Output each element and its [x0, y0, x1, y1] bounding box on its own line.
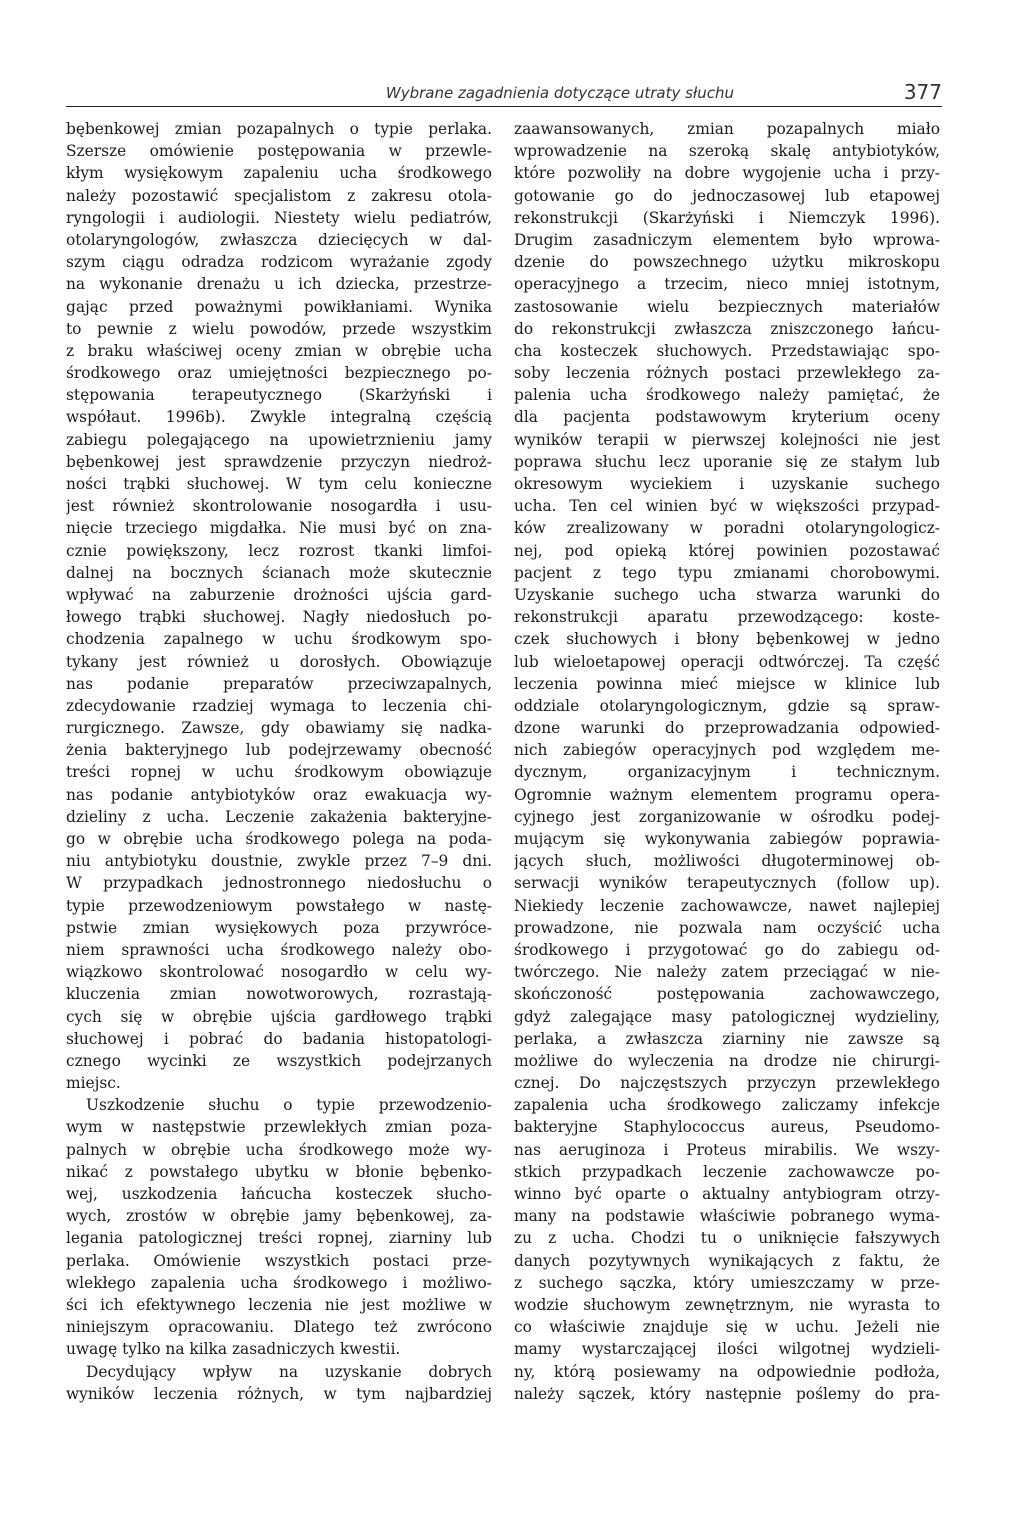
text-line: wyników leczenia różnych, w tym najbardziej	[66, 1384, 492, 1403]
text-line: Drugim zasadniczym elementem było wprowa-	[514, 230, 940, 249]
text-line: zastosowanie wielu bezpiecznych materiałów	[514, 297, 940, 316]
text-line: soby leczenia różnych postaci przewlekłego za-	[514, 364, 940, 383]
text-line: Uzyskanie suchego ucha stwarza warunki do	[514, 585, 940, 604]
text-line: wiązkowo skontrolować nosogardło w celu wy-	[66, 963, 492, 982]
text-line: gając przed poważnymi powikłaniami. Wynika	[66, 297, 492, 316]
text-line: go w obrębie ucha środkowego polega na poda-	[66, 830, 492, 848]
page-number: 377	[903, 80, 942, 104]
text-line: bakteryjne Staphylococcus aureus, Pseudomo-	[514, 1118, 940, 1137]
text-line: wlekłego zapalenia ucha środkowego i możliwo-	[66, 1273, 492, 1292]
text-line: wej, uszkodzenia łańcucha kosteczek słucho-	[66, 1185, 492, 1203]
text-line: to pewnie z wielu powodów, przede wszystkim	[66, 319, 492, 338]
text-line: twórczego. Nie należy zatem przeciągać w nie-	[514, 963, 940, 982]
text-line: nięcie trzeciego migdałka. Nie musi być on zna-	[66, 519, 492, 538]
text-line: łowego trąbki słuchowej. Nagły niedosłuch po-	[66, 608, 492, 627]
text-line: Niekiedy leczenie zachowawcze, nawet najlepiej	[514, 896, 940, 915]
text-line: ków zrealizowany w poradni otolaryngologicz-	[514, 519, 940, 538]
text-line: uwagę tylko na kilka zasadniczych kwestii.	[66, 1340, 401, 1359]
text-line: do rekonstrukcji zwłaszcza zniszczonego łańcu-	[514, 319, 940, 338]
text-line: miejsc.	[66, 1074, 121, 1093]
text-line: które pozwoliły na dobre wygojenie ucha i przy-	[514, 164, 940, 183]
text-line: ny, którą posiewamy na odpowiednie podłoża,	[514, 1362, 940, 1381]
text-line: z braku właściwej oceny zmian w obrębie ucha	[66, 341, 492, 360]
text-line: na wykonanie drenażu u ich dziecka, przestrze-	[66, 275, 492, 294]
left-text-column	[66, 118, 492, 1405]
text-line: stępowania terapeutycznego (Skarżyński i	[66, 386, 492, 405]
text-line: ucha. Ten cel winien być w większości przypad-	[514, 497, 940, 516]
text-line: rurgicznego. Zawsze, gdy obawiamy się nadka-	[66, 719, 492, 738]
text-line: danych pozytywnych wynikających z faktu, że	[514, 1251, 940, 1270]
text-line: mamy wystarczającej ilości wilgotnej wydzieli-	[514, 1340, 940, 1359]
text-line: szym ciągu odradza rodzicom wyrażanie zgody	[66, 253, 492, 272]
text-line: nas aeruginoza i Proteus mirabilis. We wszy-	[514, 1140, 940, 1159]
text-line: gotowanie go do jednoczasowej lub etapowej	[514, 186, 940, 205]
text-line: palenia ucha środkowego należy pamiętać, że	[514, 386, 940, 405]
text-line: dla pacjenta podstawowym kryterium oceny	[514, 408, 940, 427]
text-line: cyjnego jest zorganizowanie w ośrodku podej-	[514, 807, 940, 826]
text-line: palnych w obrębie ucha środkowego może wy-	[66, 1140, 492, 1159]
text-line: co właściwie znajduje się w uchu. Jeżeli nie	[514, 1318, 940, 1337]
text-line: środkowego oraz umiejętności bezpiecznego po-	[66, 364, 492, 383]
text-line: dzone warunki do przeprowadzania odpowied-	[514, 719, 940, 738]
text-line: legania patologicznej treści ropnej, ziarniny lub	[66, 1229, 492, 1248]
text-line: nich zabiegów operacyjnych pod względem me-	[514, 741, 940, 760]
running-header	[66, 82, 942, 107]
text-line: niniejszym opracowaniu. Dlatego też zwrócono	[66, 1318, 492, 1337]
text-line: chodzenia zapalnego w uchu środkowym spo-	[66, 630, 492, 649]
text-line: lub wieloetapowej operacji odtwórczej. Ta część	[514, 652, 940, 671]
text-line: nikać z powstałego ubytku w błonie bębenko-	[66, 1162, 492, 1181]
text-line: dzieliny z ucha. Leczenie zakażenia bakteryjne-	[66, 807, 492, 826]
text-line: cznej. Do najczęstszych przyczyn przewlekłego	[514, 1074, 940, 1093]
text-line: z suchego sączka, który umieszczamy w prze-	[514, 1273, 940, 1292]
text-line: niem sprawności ucha środkowego należy obo-	[66, 940, 492, 959]
text-line: kłym wysiękowym zapaleniu ucha środkowego	[66, 164, 492, 183]
text-line: wodzie słuchowym zewnętrznym, nie wyrasta to	[514, 1295, 940, 1314]
text-line: Uszkodzenie słuchu o typie przewodzenio-	[86, 1096, 492, 1115]
text-line: poprawa słuchu lecz uporanie się ze stałym lub	[514, 452, 940, 471]
text-line: jest również skontrolowanie nosogardła i usu-	[66, 497, 492, 516]
text-line: wpływać na zaburzenie drożności ujścia gard-	[66, 585, 492, 604]
text-line: wprowadzenie na szeroką skalę antybiotyków,	[514, 142, 940, 161]
text-line: cych się w obrębie ujścia gardłowego trąbki	[66, 1007, 492, 1026]
text-line: cha kosteczek słuchowych. Przedstawiając spo-	[514, 341, 940, 360]
text-line: nej, pod opieką której powinien pozostawać	[514, 541, 940, 560]
text-line: dycznym, organizacyjnym i technicznym.	[514, 763, 940, 782]
text-line: pacjent z tego typu zmianami chorobowymi.	[514, 563, 940, 582]
text-line: typie przewodzeniowym powstałego w nastę-	[66, 896, 492, 915]
text-line: zabiegu polegającego na upowietrznieniu jamy	[66, 430, 492, 449]
text-line: mującym się wykonywania zabiegów poprawia-	[514, 830, 940, 848]
text-line: zapalenia ucha środkowego zaliczamy infekcje	[514, 1096, 940, 1115]
text-line: winno być oparte o aktualny antybiogram otrzy-	[514, 1185, 940, 1203]
text-line: perlaka. Omówienie wszystkich postaci prze-	[66, 1251, 492, 1270]
text-line: Decydujący wpływ na uzyskanie dobrych	[86, 1362, 492, 1381]
text-line: nas podanie preparatów przeciwzapalnych,	[66, 674, 492, 693]
text-line: należy pozostawić specjalistom z zakresu otola-	[66, 186, 492, 205]
text-line: perlaka, a zwłaszcza ziarniny nie zawsze są	[514, 1029, 940, 1048]
text-line: cznie powiększony, lecz rozrost tkanki limfoi-	[66, 541, 492, 560]
text-line: oddziale otolaryngologicznym, gdzie są spraw-	[514, 696, 940, 715]
text-line: dzenie do powszechnego użytku mikroskopu	[514, 253, 940, 272]
text-line: rekonstrukcji (Skarżyński i Niemczyk 1996).	[514, 208, 940, 227]
text-line: Ogromnie ważnym elementem programu opera-	[514, 785, 940, 804]
text-line: leczenia powinna mieć miejsce w klinice lub	[514, 674, 940, 693]
text-line: dalnej na bocznych ścianach może skutecznie	[66, 563, 492, 582]
text-line: Szersze omówienie postępowania w przewle-	[66, 142, 492, 161]
text-line: skończoność postępowania zachowawczego,	[514, 985, 940, 1004]
text-line: pstwie zmian wysiękowych poza przywróce-	[66, 918, 492, 937]
text-line: ności trąbki słuchowej. W tym celu konieczne	[66, 475, 492, 493]
text-line: niu antybiotyku doustnie, zwykle przez 7–9 dni.	[66, 852, 492, 871]
text-line: rekonstrukcji aparatu przewodzącego: koste-	[514, 608, 940, 627]
text-line: tykany jest również u dorosłych. Obowiązuje	[66, 652, 492, 671]
text-line: zaawansowanych, zmian pozapalnych miało	[514, 120, 940, 138]
text-line: bębenkowej jest sprawdzenie przyczyn niedroż-	[66, 452, 492, 471]
text-line: jących słuch, możliwości długoterminowej ob-	[514, 852, 940, 871]
text-line: ryngologii i audiologii. Niestety wielu pediatrów,	[66, 208, 492, 227]
text-line: zu z ucha. Chodzi tu o uniknięcie fałszywych	[514, 1229, 940, 1248]
text-line: ści ich efektywnego leczenia nie jest możliwe w	[66, 1295, 492, 1314]
text-line: należy sączek, który następnie poślemy do pra-	[514, 1384, 940, 1403]
text-line: wyników terapii w pierwszej kolejności nie jest	[514, 430, 940, 449]
text-line: prowadzone, nie pozwala nam oczyścić ucha	[514, 918, 940, 937]
running-title: Wybrane zagadnienia dotyczące utraty słuchu	[385, 84, 734, 102]
text-line: możliwe do wyleczenia na drodze nie chirurgi-	[514, 1051, 940, 1070]
text-line: bębenkowej zmian pozapalnych o typie perlaka.	[66, 120, 492, 138]
text-line: środkowego i przygotować go do zabiegu od-	[514, 940, 940, 959]
text-line: W przypadkach jednostronnego niedosłuchu o	[66, 874, 492, 893]
text-line: wych, zrostów w obrębie jamy bębenkowej, za-	[66, 1207, 492, 1226]
text-line: żenia bakteryjnego lub podejrzewamy obecność	[66, 741, 492, 760]
text-line: nas podanie antybiotyków oraz ewakuacja wy-	[66, 785, 492, 804]
text-line: współaut. 1996b). Zwykle integralną częścią	[66, 408, 492, 427]
text-line: many na podstawie właściwie pobranego wyma-	[514, 1207, 940, 1226]
text-line: słuchowej i pobrać do badania histopatologi-	[66, 1029, 492, 1048]
text-line: okresowym wyciekiem i uzyskanie suchego	[514, 475, 940, 493]
right-text-column	[514, 118, 940, 1405]
text-line: zdecydowanie rzadziej wymaga to leczenia chi-	[66, 696, 492, 715]
text-line: kluczenia zmian nowotworowych, rozrastają-	[66, 985, 492, 1004]
text-line: czek słuchowych i błony bębenkowej w jedno	[514, 630, 940, 649]
text-line: stkich przypadkach leczenie zachowawcze po-	[514, 1162, 940, 1181]
text-line: serwacji wyników terapeutycznych (follow up).	[514, 874, 940, 893]
text-line: otolaryngologów, zwłaszcza dziecięcych w dal-	[66, 230, 492, 249]
text-line: operacyjnego a trzecim, nieco mniej istotnym,	[514, 275, 940, 294]
text-line: wym w następstwie przewlekłych zmian poza-	[66, 1118, 492, 1137]
text-line: gdyż zalegające masy patologicznej wydzieliny,	[514, 1007, 940, 1026]
text-line: cznego wycinki ze wszystkich podejrzanych	[66, 1051, 492, 1070]
text-line: treści ropnej w uchu środkowym obowiązuje	[66, 763, 492, 782]
